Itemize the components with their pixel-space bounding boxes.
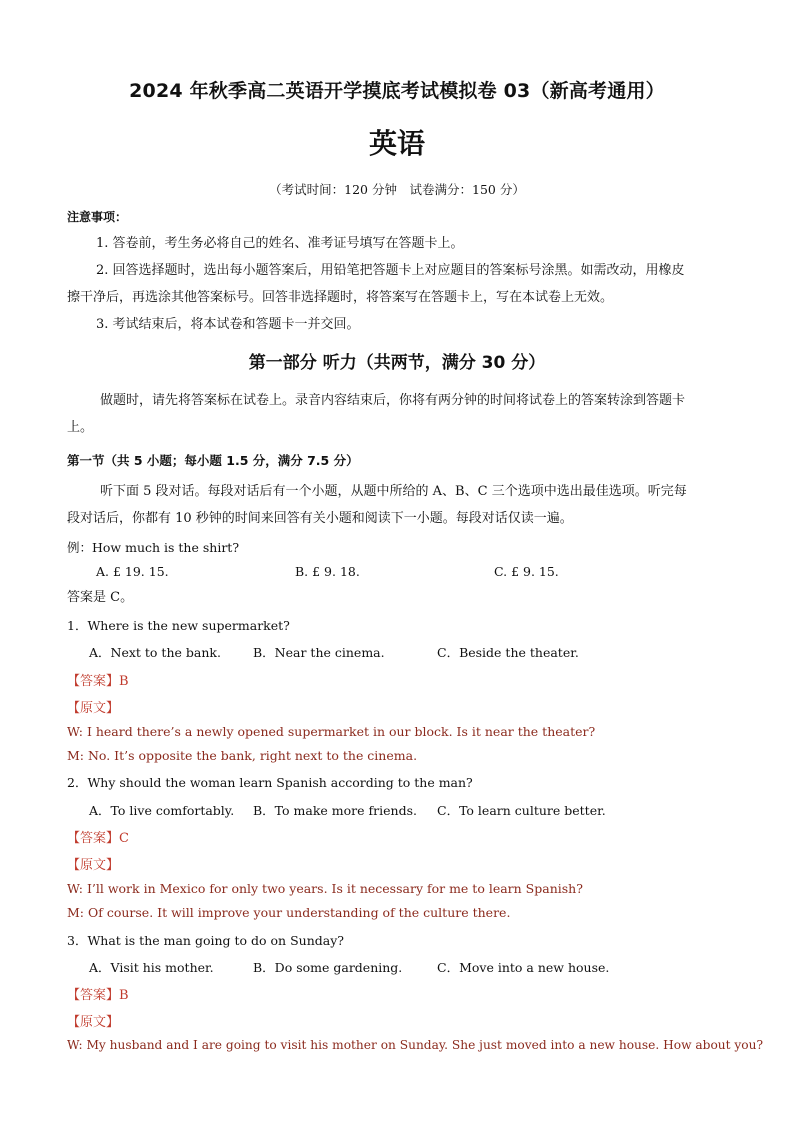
part1-heading: 第一部分 听力（共两节，满分 30 分） — [248, 353, 546, 373]
section1-heading: 第一节（共 5 小题；每小题 1.5 分，满分 7.5 分） — [67, 453, 359, 468]
notice-item-2: 2. 回答选择题时，选出每小题答案后，用铅笔把答题卡上对应题目的答案标号涂黑。如需改动，用橡皮 — [96, 263, 685, 278]
question-2: 2．Why should the woman learn Spanish according to the man? — [67, 775, 473, 790]
part1-instruction-line1: 做题时，请先将答案标在试卷上。录音内容结束后，你将有两分钟的时间将试卷上的答案转涂到答题卡 — [100, 393, 686, 408]
q1-option-a: A．Next to the bank. — [89, 645, 221, 660]
question-3: 3．What is the man going to do on Sunday? — [67, 933, 344, 948]
q3-transcript-line-1: W: My husband and I are going to visit his mother on Sunday. She just moved into a new house. How about you? — [67, 1038, 764, 1052]
q2-option-a: A．To live comfortably. — [89, 803, 235, 818]
example-option-a: A. £ 19. 15. — [96, 564, 169, 579]
example-option-b: B. £ 9. 18. — [295, 564, 360, 579]
q3-option-c: C．Move into a new house. — [437, 960, 610, 975]
q1-option-c: C．Beside the theater. — [437, 645, 579, 660]
section1-instruction-line1: 听下面 5 段对话。每段对话后有一个小题，从题中所给的 A、B、C 三个选项中选出最佳选项。听完每 — [100, 484, 687, 499]
q1-transcript-line-1: W: I heard there’s a newly opened supermarket in our block. Is it near the theater? — [67, 724, 596, 739]
part1-instruction-line2: 上。 — [67, 420, 94, 435]
example-option-c: C. £ 9. 15. — [494, 564, 559, 579]
q3-transcript-label: 【原文】 — [67, 1015, 120, 1030]
section1-instruction-line2: 段对话后，你都有 10 秒钟的时间来回答有关小题和阅读下一小题。每段对话仅读一遍。 — [67, 511, 573, 526]
q3-option-a: A．Visit his mother. — [89, 960, 214, 975]
example-question: 例：How much is the shirt? — [67, 540, 240, 555]
q2-option-b: B．To make more friends. — [253, 803, 417, 818]
question-1: 1．Where is the new supermarket? — [67, 618, 290, 633]
q2-transcript-line-1: W: I’ll work in Mexico for only two years. Is it necessary for me to learn Spanish? — [67, 881, 583, 896]
q2-answer: 【答案】C — [67, 831, 129, 846]
q3-answer: 【答案】B — [67, 988, 129, 1003]
notice-item-3: 3. 考试结束后，将本试卷和答题卡一并交回。 — [96, 317, 360, 332]
notice-item-1: 1. 答卷前，考生务必将自己的姓名、准考证号填写在答题卡上。 — [96, 236, 464, 251]
q2-transcript-label: 【原文】 — [67, 858, 120, 873]
exam-meta: （考试时间：120 分钟 试卷满分：150 分） — [269, 182, 525, 197]
example-answer: 答案是 C。 — [67, 590, 134, 605]
exam-title: 2024 年秋季高二英语开学摸底考试模拟卷 03（新高考通用） — [129, 80, 665, 102]
notice-item-2-cont: 擦干净后，再选涂其他答案标号。回答非选择题时，将答案写在答题卡上，写在本试卷上无效。 — [67, 290, 614, 305]
q1-answer: 【答案】B — [67, 674, 129, 689]
q2-transcript-line-2: M: Of course. It will improve your understanding of the culture there. — [67, 905, 511, 920]
q1-transcript-label: 【原文】 — [67, 701, 120, 716]
notice-heading: 注意事项： — [67, 210, 128, 224]
q1-transcript-line-2: M: No. It’s opposite the bank, right next to the cinema. — [67, 748, 418, 763]
q3-option-b: B．Do some gardening. — [253, 960, 403, 975]
q1-option-b: B．Near the cinema. — [253, 645, 385, 660]
subject-title: 英语 — [368, 127, 425, 160]
q2-option-c: C．To learn culture better. — [437, 803, 606, 818]
